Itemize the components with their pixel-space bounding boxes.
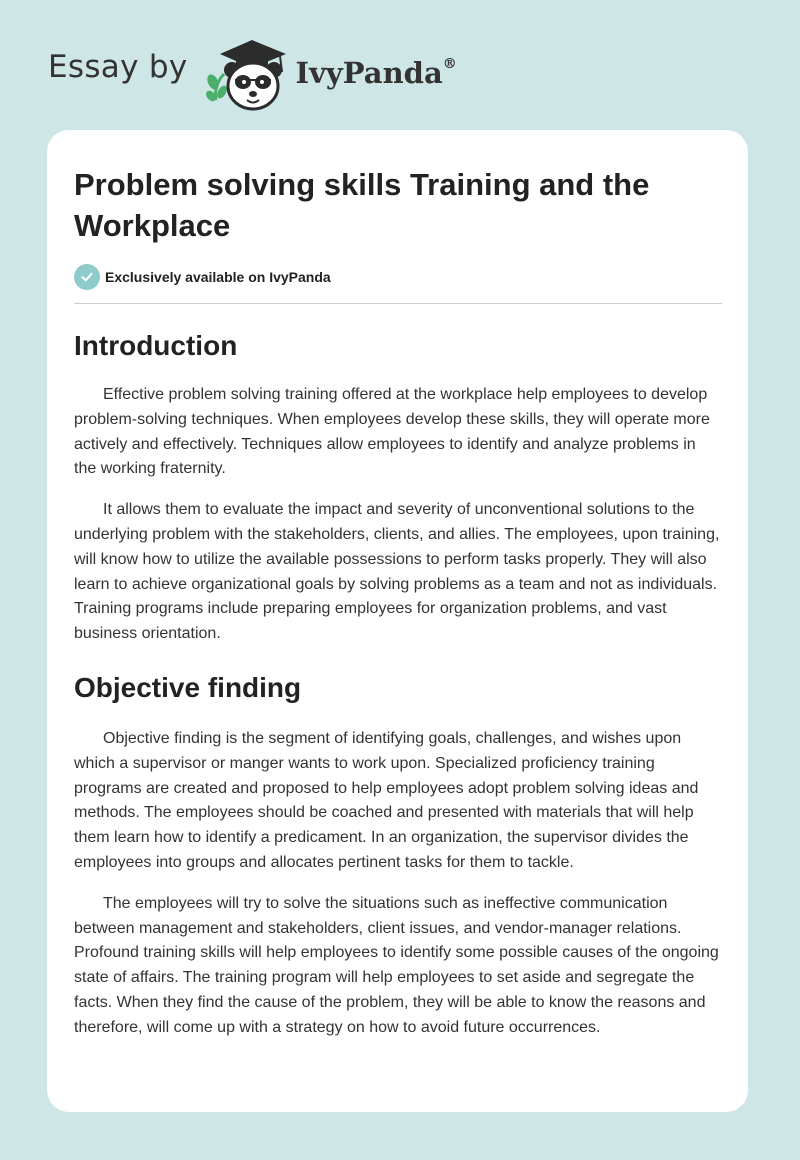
brand-name[interactable]: IvyPanda® (295, 56, 457, 90)
article-card (47, 130, 748, 1112)
paragraph: The employees will try to solve the situations such as ineffective communication between management and stakeholders, client issues, and vendor-manager relations. Profound training skills will help employees to identify some possible causes of the ongoing state of affairs. The training program will help employees to set aside and segregate the facts. When they find the cause of the problem, they will be able to know the reasons and therefore, will come up with a strategy on how to avoid future occurrences. (74, 894, 719, 1036)
divider (74, 303, 722, 304)
paragraph: It allows them to evaluate the impact and severity of unconventional solutions to the underlying problem with the stakeholders, clients, and allies. The employees, upon training, will know how to utilize the available possessions to perform tasks properly. They will also learn to achieve organizational goals by solving problems as a team and not as individuals. Training programs include preparing employees for organization problems, and vast business orientation. (74, 501, 720, 643)
registered-mark: ® (442, 56, 457, 73)
paragraph: Objective finding is the segment of identifying goals, challenges, and wishes upon which a supervisor or manger wants to work upon. Specialized proficiency training programs are created and proposed to help employees adopt problem solving ideas and methods. The employees should be coached and presented with materials that will help them learn how to identify a predicament. In an organization, the supervisor divides the employees into groups and allocates pertinent tasks for them to tackle. (74, 729, 699, 871)
article-content (74, 164, 722, 1057)
check-icon (74, 264, 100, 290)
exclusive-badge (74, 264, 722, 290)
section-heading-objective-finding: Objective finding (74, 671, 302, 703)
paragraph: Effective problem solving training offered at the workplace help employees to develop problem-solving techniques. When employees develop these skills, they will operate more actively and effectively. Techniques allow employees to identify and analyze problems in the working fraternity. (74, 386, 710, 478)
site-header (48, 34, 457, 114)
essay-by-label: Essay by (48, 49, 188, 85)
exclusive-badge-text: Exclusively available on IvyPanda (105, 269, 331, 285)
article-title: Problem solving skills Training and the Workplace (74, 167, 650, 243)
section-heading-introduction: Introduction (74, 330, 238, 361)
panda-logo-icon[interactable] (202, 36, 294, 112)
